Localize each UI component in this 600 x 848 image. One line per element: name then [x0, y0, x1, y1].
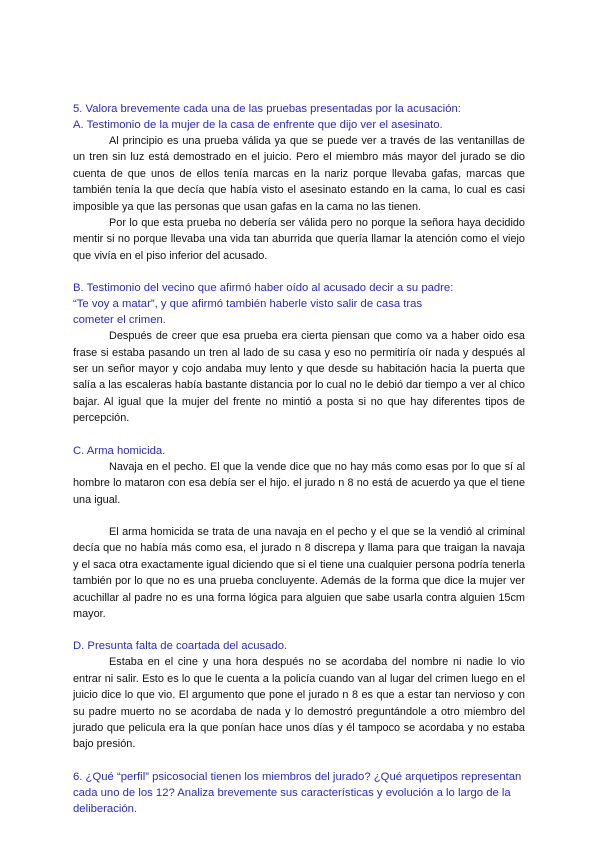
question-5-title: 5. Valora brevemente cada una de las pruebas presentadas por la acusación: [73, 103, 461, 115]
section-a-paragraph-2: Por lo que esta prueba no debería ser válida pero no porque la señora haya decidido mentir si no porque llevaba una vida tan aburrida que quería llamar la atención como el viejo que vivía en el piso inferior del acusado. [73, 217, 525, 262]
section-a-heading: A. Testimonio de la mujer de la casa de enfrente que dijo ver el asesinato. [73, 119, 443, 131]
section-d-paragraph-1: Estaba en el cine y una hora después no se acordaba del nombre ni nadie lo vio entrar ni salir. Esto es lo que le cuenta a la policía cuando van al lugar del crimen luego en el juicio dice lo que vio. El argumento que pone el jurado n 8 es que a estar tan nervioso y con su padre muerto no se acordaba de nada y lo demostró preguntándole a otro miembro del jurado que pelicula era la que ponían hace unos días y él tampoco se acordaba y no estaba bajo presión. [73, 656, 525, 751]
section-a-paragraph-1: Al principio es una prueba válida ya que se puede ver a través de las ventanillas de un tren sin luz está demostrado en el juicio. Pero el miembro más mayor del jurado se dio cuenta de que unos de ellos tenía marcas en la nariz porque llevaba gafas, marcas que también tenía la que decía que había visto el asesinato estando en la cama, lo cual es casi imposible ya que las personas que usan gafas en la cama no las tienen. [73, 135, 525, 213]
section-b-heading-line-1: B. Testimonio del vecino que afirmó haber oído al acusado decir a su padre: [73, 282, 454, 295]
section-c-heading: C. Arma homicida. [73, 444, 166, 457]
section-b-heading-line-3: cometer el crimen. [73, 314, 166, 327]
section-b-paragraph-1: Después de creer que esa prueba era cierta piensan que como va a haber oido esa frase si estaba pasando un tren al lado de su casa y eso no permitiría oír nada y después al ser un señor mayor y cojo andaba muy lento y que desde su habitación hacia la puerta que salía a las escaleras había bastante distancia por lo cual no le debió dar tiempo a ver al chico bajar. Al igual que la mujer del frente no mintió a posta si no que hay diferentes tipos de percepción. [73, 330, 525, 425]
document-page [73, 101, 525, 817]
section-b-heading-line-2: “Te voy a matar”, y que afirmó también haberle visto salir de casa tras [73, 298, 423, 311]
section-c-paragraph-1: Navaja en el pecho. El que la vende dice que no hay más como esas por lo que sí al hombre lo mataron con esa debía ser el hijo. el jurado n 8 no está de acuerdo ya que el tiene una igual. [73, 460, 525, 506]
section-d-heading: D. Presunta falta de coartada del acusado. [73, 640, 288, 653]
section-c-paragraph-2: El arma homicida se trata de una navaja en el pecho y el que se la vendió al criminal decía que no había más como esa, el jurado n 8 discrepa y llama para que traigan la navaja y el saca otra exactamente igual diciendo que si el tiene una cualquier persona podría tenerla también por lo que no es una prueba concluyente. Además de la forma que dice la mujer ver acuchillar al padre no es una forma lógica para alguien que sabe usarla contra alguien 15cm mayor. [73, 525, 525, 620]
question-6-text: 6. ¿Qué “perfil” psicosocial tienen los miembros del jurado? ¿Qué arquetipos representan cada uno de los 12? Analiza brevemente sus características y evolución a lo largo de la deliberación. [73, 770, 522, 815]
